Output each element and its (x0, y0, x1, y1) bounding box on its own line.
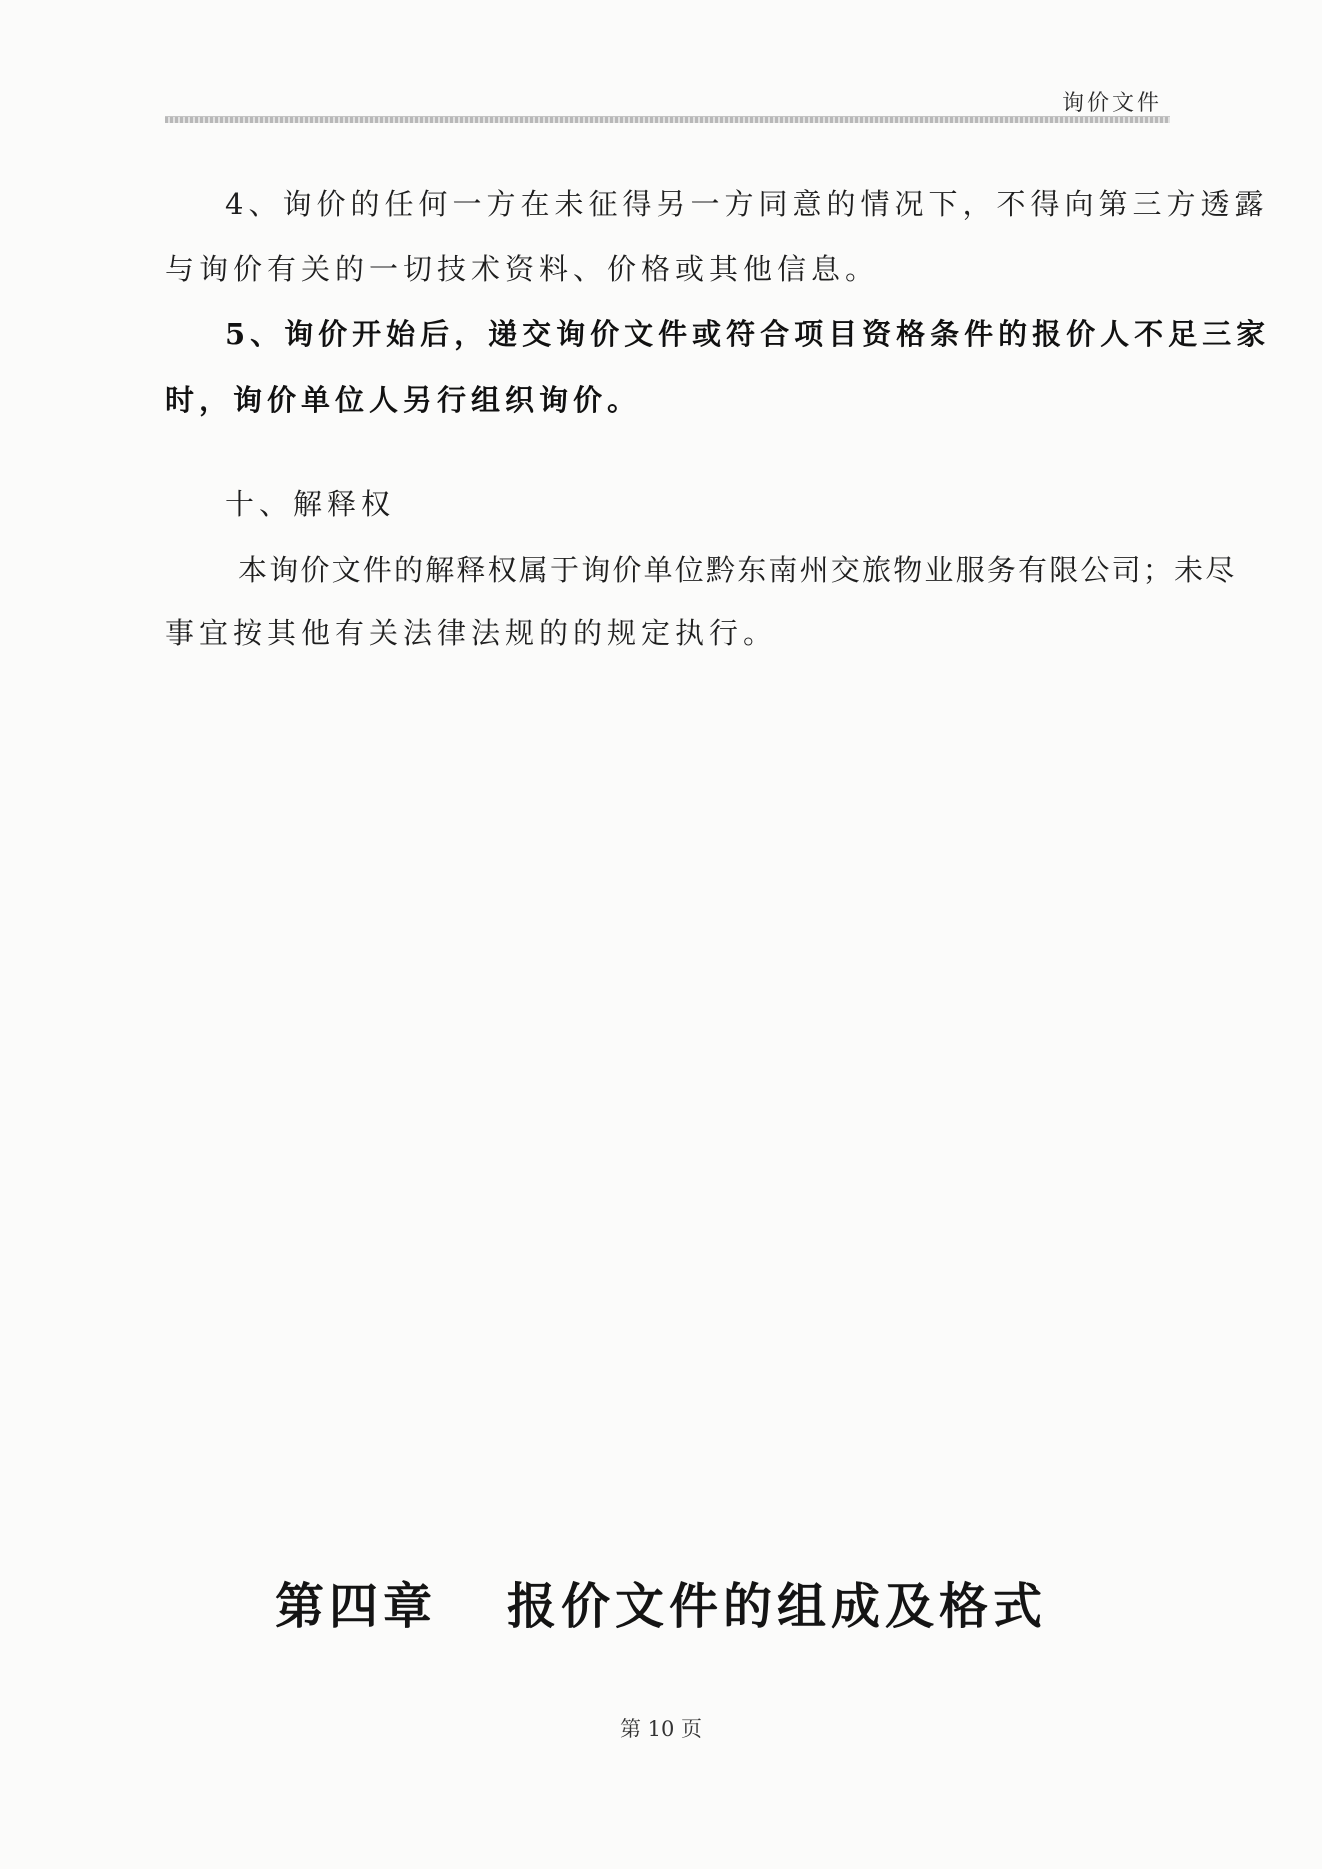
section-heading: 十、解释权 (225, 487, 396, 521)
page-number: 第 10 页 (619, 1717, 703, 1741)
item-5-line-1: 5、询价开始后，递交询价文件或符合项目资格条件的报价人不足三家 (225, 317, 1271, 351)
header-divider (165, 116, 1170, 123)
chapter-title: 报价文件的组成及格式 (507, 1577, 1048, 1635)
item-4-line-1: 4、询价的任何一方在未征得另一方同意的情况下，不得向第三方透露 (225, 187, 1269, 221)
running-header-title: 询价文件 (1061, 91, 1162, 116)
chapter-number: 第四章 (274, 1577, 437, 1635)
item-4-line-2: 与询价有关的一切技术资料、价格或其他信息。 (165, 252, 880, 286)
chapter-heading (0, 1568, 1322, 1638)
item-5-line-2: 时，询价单位人另行组织询价。 (165, 383, 642, 417)
section-text-line-1: 本询价文件的解释权属于询价单位黔东南州交旅物业服务有限公司；未尽 (238, 553, 1237, 587)
section-text-line-2: 事宜按其他有关法律法规的的规定执行。 (165, 616, 778, 650)
